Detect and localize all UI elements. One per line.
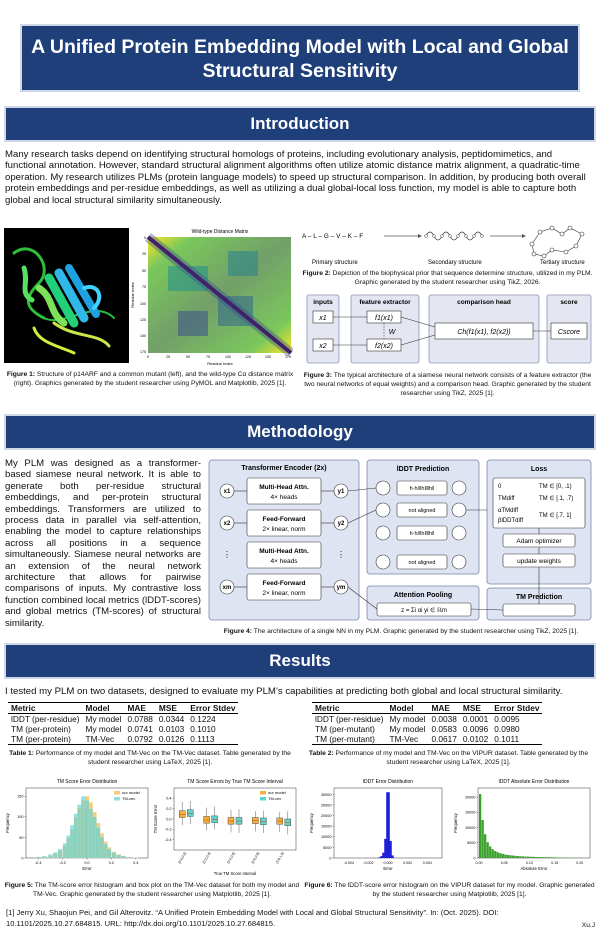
- y-axis-label: Frequency: [5, 813, 10, 833]
- histogram-bar: [542, 857, 544, 858]
- x-tick-label: 0.000: [383, 861, 393, 865]
- x-tick-label: (0.8,1.0]: [274, 851, 285, 865]
- y-tick-label: 150: [17, 794, 24, 799]
- y-tick-label: 0.0: [166, 817, 172, 822]
- heatmap-ylabel: Residue Index: [130, 282, 135, 308]
- input-x1: x1: [223, 489, 231, 495]
- y-axis-label: TM Score Error: [153, 804, 158, 834]
- histogram-bar: [550, 857, 552, 858]
- x-tick-label: (0.2,0.4]: [201, 851, 212, 865]
- legend-label: TM-vec: [122, 796, 136, 801]
- ytick: 175: [140, 350, 146, 354]
- structure-prior-diagram: [300, 224, 595, 268]
- tm-error-histogram: [4, 776, 154, 876]
- histogram-bar: [388, 841, 392, 858]
- x-tick-label: (0.6,0.8]: [250, 851, 261, 865]
- table-header: MAE: [125, 703, 156, 714]
- node-f1: f1(x1): [375, 315, 393, 322]
- table-cell: lDDT (per-residue): [315, 714, 384, 724]
- histogram-bar: [555, 857, 557, 858]
- legend-label: our model: [268, 790, 286, 795]
- x-tick-label: 0.2: [108, 861, 115, 865]
- histogram-bar: [107, 849, 112, 858]
- mha-title-2: Multi-Head Attn.: [259, 548, 309, 555]
- histogram-bar: [545, 857, 547, 858]
- x-axis-label: Absolute Error: [520, 866, 548, 871]
- histogram-bar: [116, 855, 121, 858]
- xtick: 150: [265, 355, 271, 359]
- table-2: [312, 702, 542, 745]
- histogram-bar: [519, 856, 521, 858]
- fig6-caption: Figure 6: The lDDT-score error histogram on the VIPUR dataset for my model. Graphic generated by the student researcher using Matplotlib, 2025 [1].: [304, 882, 595, 898]
- histogram-bar: [112, 852, 117, 858]
- histogram-bar: [499, 853, 501, 858]
- node-comparison: Ch(f1(x1), f2(x2)): [457, 329, 511, 336]
- x-axis-label: Error: [383, 866, 393, 871]
- histogram-bar: [492, 849, 494, 858]
- protein-ribbon-graphic: [4, 228, 129, 363]
- chart-title: lDDT Error Distribution: [362, 779, 414, 785]
- table-header: MAE: [429, 703, 460, 714]
- output-y1: y1: [337, 489, 345, 495]
- lddt-abs-error-histogram: [452, 776, 596, 876]
- tertiary-fold: [530, 226, 584, 258]
- y-axis-label: Frequency: [453, 813, 458, 833]
- mha-sub-1: 4× heads: [270, 494, 298, 501]
- xtick: 175: [285, 355, 291, 359]
- x-tick-label: 0.002: [403, 861, 413, 865]
- table-row: [312, 714, 542, 725]
- table-cell: 0.0788: [127, 714, 153, 724]
- output-y2: y2: [337, 521, 345, 527]
- histogram-bar: [36, 857, 41, 858]
- xtick: 50: [186, 355, 190, 359]
- siamese-network-diagram: [305, 293, 595, 365]
- y-tick-label: 15000: [464, 810, 476, 815]
- y-tick-label: 100: [17, 815, 24, 820]
- y-tick-label: 5000: [467, 841, 476, 846]
- loss-title: Loss: [530, 466, 548, 473]
- histogram-bar: [482, 820, 484, 858]
- ytick: 125: [140, 318, 146, 322]
- table-cell: 0.0126: [156, 734, 187, 745]
- pooling-title: Attention Pooling: [393, 592, 453, 599]
- pooling-formula: z = Σi αi yi ∈ ℝm: [401, 608, 447, 614]
- heatmap-title: Wild-type Distance Matrix: [191, 229, 249, 235]
- plot-area: [478, 788, 590, 858]
- histogram-bar: [58, 849, 63, 858]
- y-tick-label: 5000: [323, 845, 332, 850]
- histogram-bar: [524, 856, 526, 858]
- label-secondary: Secondary structure: [428, 260, 482, 266]
- ff-sub-1: 2× linear, norm: [262, 526, 306, 533]
- xtick: 0: [147, 355, 149, 359]
- y-tick-label: 0: [473, 856, 476, 861]
- histogram-bar: [390, 855, 394, 858]
- table-header: Model: [387, 703, 429, 714]
- section-introduction: Introduction: [4, 106, 596, 142]
- y-tick-label: 50: [19, 835, 24, 840]
- histogram-bar: [484, 834, 486, 858]
- y-tick-label: 0: [329, 856, 332, 861]
- header-inputs: inputs: [313, 299, 333, 306]
- loss-cond-2: TM ∈ [.7, 1]: [539, 513, 572, 519]
- architecture-diagram: [207, 458, 595, 623]
- header-score: score: [560, 299, 578, 306]
- histogram-bar: [527, 857, 529, 858]
- histogram-bar: [532, 857, 534, 858]
- table-cell: TM (per-mutant): [315, 724, 375, 734]
- table-cell: My model: [389, 724, 426, 734]
- lddt-error-histogram: [308, 776, 448, 876]
- histogram-bar: [529, 857, 531, 858]
- header-comparison-head: comparison head: [457, 299, 511, 306]
- table-cell: 0.0741: [127, 724, 153, 734]
- table-cell: 0.0095: [494, 714, 520, 724]
- loss-cond-0: TM ∈ [0, .1): [539, 484, 572, 490]
- x-tick-label: 0.00: [475, 861, 483, 865]
- input-xm: xm: [222, 585, 232, 591]
- chart-title: TM Score Error Distribution: [56, 779, 118, 785]
- table-row: [8, 714, 238, 725]
- encoder-title: Transformer Encoder (2x): [241, 465, 327, 472]
- ytick: 50: [142, 269, 146, 273]
- heatmap-yticks: [140, 236, 146, 354]
- table-cell: lDDT (per-residue): [11, 714, 80, 724]
- x-tick-label: 0.0: [84, 861, 90, 865]
- xtick: 125: [245, 355, 251, 359]
- table-header: Error Stdev: [491, 703, 542, 714]
- histogram-bar: [504, 855, 506, 859]
- x-tick-label: -0.2: [59, 861, 66, 865]
- histogram-bar: [127, 857, 132, 858]
- table-row: [8, 724, 238, 734]
- table-cell: 0.0980: [494, 724, 520, 734]
- ytick: 150: [140, 334, 146, 338]
- table-header-row: [312, 703, 542, 714]
- y-tick-label: 10000: [320, 835, 332, 840]
- table-row: [312, 734, 542, 745]
- node-x1: x1: [319, 315, 327, 322]
- table-cell: 0.1011: [491, 734, 542, 745]
- table2-caption: Table 2: Performance of my model and TM-Vec on the VIPUR dataset. Table generated by the student researcher using LaTeX, 2025 [1].: [308, 750, 589, 766]
- table-header: Metric: [312, 703, 387, 714]
- y-tick-label: 25000: [320, 803, 332, 808]
- table-cell: 0.0344: [158, 714, 185, 724]
- x-tick-label: 0.10: [525, 861, 533, 865]
- section-methodology: Methodology: [4, 414, 596, 450]
- x-tick-label: -0.4: [34, 861, 42, 865]
- histogram-bar: [502, 854, 504, 858]
- histogram-bar: [537, 857, 539, 858]
- y-tick-label: -0.2: [164, 827, 172, 832]
- table-cell: TM (per-protein): [11, 724, 71, 734]
- legend-label: TM-vec: [268, 796, 282, 801]
- table-cell: 0.0102: [460, 734, 491, 745]
- table-cell: TM-Vec: [387, 734, 429, 745]
- table-row: [8, 734, 238, 745]
- update-label: update weights: [517, 558, 561, 565]
- svg-text:h·h/‖h‖‖h‖: h·h/‖h‖‖h‖: [409, 531, 435, 537]
- loss-line-0: 0: [498, 484, 502, 490]
- output-ym: ym: [336, 585, 346, 591]
- x-tick-label: 0.05: [500, 861, 508, 865]
- histogram-bar: [557, 857, 559, 858]
- legend-swatch: [114, 791, 120, 795]
- y-tick-label: 20000: [320, 813, 332, 818]
- x-axis-label: True TM Score Interval: [213, 871, 257, 876]
- x-tick-label: -0.004: [343, 861, 354, 865]
- chart-title: lDDT Absolute Error Distribution: [498, 779, 570, 785]
- y-tick-label: -0.4: [164, 838, 172, 843]
- histogram-bar: [534, 857, 536, 858]
- x-tick-label: (0.4,0.6]: [226, 851, 236, 865]
- histogram-bar: [509, 855, 511, 858]
- histogram-bar: [494, 851, 496, 858]
- loss-line-3: βlDDTdiff: [498, 518, 524, 524]
- header-feature-extractor: feature extractor: [359, 299, 411, 306]
- ytick: 0: [144, 236, 146, 240]
- label-tertiary: Tertiary structure: [540, 260, 585, 266]
- node-f2: f2(x2): [375, 343, 393, 350]
- table-cell: My model: [85, 724, 122, 734]
- xtick: 100: [225, 355, 231, 359]
- xtick: 75: [206, 355, 210, 359]
- histogram-bar: [497, 852, 499, 858]
- table1-caption: Table 1: Performance of my model and TM-Vec on the TM-Vec dataset. Table generated by the student researcher using LaTeX, 2025 [1].: [9, 750, 291, 766]
- section-results: Results: [4, 643, 596, 679]
- histogram-bar: [514, 856, 516, 858]
- svg-text:h·h/‖h‖‖h‖: h·h/‖h‖‖h‖: [409, 486, 435, 492]
- y-tick-label: 0.4: [166, 796, 172, 801]
- table-cell: My model: [389, 714, 426, 724]
- fig3-caption: Figure 3: The typical architecture of a siamese neural network consists of a feature extractor (the two neural networks of equal weights) and a comparison head. Graphic generated by the student researcher using TikZ, 2025 [1].: [303, 372, 592, 397]
- table-header: MSE: [460, 703, 491, 714]
- legend-swatch: [260, 791, 266, 795]
- x-tick-label: 0.004: [422, 861, 432, 865]
- table-cell: 0.1113: [187, 734, 238, 745]
- footer-author: Xu.J: [581, 922, 595, 929]
- methodology-paragraph: My PLM was designed as a transformer-based siamese neural network. It is able to generate both per-residue structural embeddings, and per-protein structural embeddings. Transformers are utilized to process data in parallel via self-attention, enabling the model to capture relationships across all positions in a sequence simultaneously. Siamese neural networks are an extension of the neural network architecture that allows for pairwise comparisons of inputs. My contrastive loss function combined local metrics (lDDT-scores) and global metrics (TM-scores) of structural similarity.: [5, 458, 201, 629]
- x-tick-label: (0.0,0.2]: [177, 851, 188, 865]
- ff-title-2: Feed-Forward: [262, 580, 306, 587]
- y-tick-label: 0.2: [166, 807, 172, 812]
- protein-structure-image: [4, 228, 129, 363]
- svg-text:⋮: ⋮: [223, 550, 231, 559]
- y-tick-label: 10000: [464, 825, 476, 830]
- x-tick-label: 0.15: [551, 861, 559, 865]
- tm-error-boxplot: [152, 776, 300, 876]
- histogram-bar: [479, 794, 481, 858]
- not-aligned-1: not aligned: [408, 508, 436, 514]
- table-cell: TM (per-protein): [8, 734, 83, 745]
- table-header-row: [8, 703, 238, 714]
- legend-label: our model: [122, 790, 140, 795]
- table-cell: 0.0103: [158, 724, 185, 734]
- poster-title: A Unified Protein Embedding Model with Local and Global Structural Sensitivity: [20, 24, 580, 92]
- fig4-caption: Figure 4: The architecture of a single NN in my PLM. Graphic generated by the student researcher using TikZ, 2025 [1].: [223, 628, 579, 635]
- node-score: Cscore: [557, 329, 581, 336]
- table-cell: 0.1010: [190, 724, 216, 734]
- not-aligned-2: not aligned: [408, 560, 436, 566]
- chart-title: TM Score Errors by True TM Score Interval: [187, 779, 283, 785]
- table-cell: 0.0792: [125, 734, 156, 745]
- table-header: MSE: [156, 703, 187, 714]
- table-cell: My model: [85, 714, 122, 724]
- ff-sub-2: 2× linear, norm: [262, 590, 306, 597]
- ytick: 75: [142, 285, 146, 289]
- histogram-bar: [507, 855, 509, 858]
- table-cell: 0.0038: [431, 714, 457, 724]
- table-cell: 0.0617: [429, 734, 460, 745]
- lddt-title: lDDT Prediction: [396, 466, 450, 473]
- table-cell: TM (per-mutant): [312, 734, 387, 745]
- histogram-bar: [539, 857, 541, 858]
- label-primary: Primary structure: [312, 260, 358, 266]
- node-x2: x2: [319, 343, 327, 350]
- histogram-bar: [489, 846, 491, 858]
- y-tick-label: 0: [21, 856, 24, 861]
- x-tick-label: 0.4: [133, 861, 139, 865]
- xtick: 25: [166, 355, 170, 359]
- table-cell: TM-Vec: [83, 734, 125, 745]
- intro-paragraph: Many research tasks depend on identifying structural homologs of proteins, including evolutionary analysis, peptidomimetics, and functional annotation. However, standard structural alignment algorithms often utilize atomic distance matrix alignment, a quadratic-time operation. My research utilizes PLMs (protein language models) to speed up structural comparison. In addition, by producing both overall protein embeddings and per-residue embeddings, as well as utilizing a dual global-local loss function, my model is able to capture both global and local structural similarity simultaneously.: [5, 149, 586, 206]
- histogram-bar: [517, 856, 519, 858]
- heatmap-xticks: [147, 355, 291, 359]
- distance-matrix-chart: [128, 226, 293, 366]
- table-1: [8, 702, 238, 745]
- fig2-caption: Figure 2: Depiction of the biophysical prior that sequence determine structure, utilized in my PLM. Graphic generated by the student researcher using TikZ, 2026.: [302, 270, 593, 286]
- histogram-bar: [552, 857, 554, 858]
- mha-sub-2: 4× heads: [270, 558, 298, 565]
- results-paragraph: I tested my PLM on two datasets, designed to evaluate my PLM’s capabilities at predicting both global and local structural similarity.: [5, 686, 563, 697]
- svg-text:⋮: ⋮: [337, 550, 345, 559]
- histogram-bar: [512, 856, 514, 858]
- table-cell: 0.0001: [462, 714, 489, 724]
- adam-label: Adam optimizer: [516, 538, 562, 545]
- heatmap-xlabel: Residue Index: [207, 361, 233, 366]
- reference: [1] Jerry Xu, Shaojun Pei, and Gil Alterovitz. “A Unified Protein Embedding Model with Local and Global Structural Sensitivity”. In: (Oct. 2025). DOI: 10.1101/2025.10.27.684815. URL: http://dx.doi.org/10.1101/2025.10.27.684815.: [6, 908, 499, 928]
- legend-swatch: [114, 797, 120, 801]
- tm-title: TM Prediction: [515, 594, 563, 601]
- y-tick-label: 30000: [320, 792, 332, 797]
- input-x2: x2: [223, 521, 231, 527]
- histogram-bar: [487, 842, 489, 858]
- table-cell: 0.0096: [462, 724, 489, 734]
- table-header: Metric: [8, 703, 83, 714]
- table-header: Model: [83, 703, 125, 714]
- loss-line-1: TMdiff: [498, 496, 515, 502]
- legend-swatch: [260, 797, 266, 801]
- y-axis-label: Frequency: [309, 813, 314, 833]
- y-tick-label: 15000: [320, 824, 332, 829]
- table-cell: 0.1224: [190, 714, 216, 724]
- ytick: 100: [140, 302, 146, 306]
- fig1-caption: Figure 1: Structure of p14ARF and a common mutant (left), and the wild-type Cα distance matrix (right). Graphics generated by the student researcher using PyMOL and Matplotlib, 2025 [1].: [6, 371, 294, 387]
- x-axis-label: Error: [82, 866, 92, 871]
- x-tick-label: 0.20: [576, 861, 584, 865]
- ff-title-1: Feed-Forward: [262, 516, 306, 523]
- x-tick-label: -0.002: [363, 861, 374, 865]
- primary-sequence: A – L – G – V – K – F: [302, 233, 364, 240]
- loss-line-2: αTMdiff: [498, 508, 519, 514]
- y-tick-label: 20000: [464, 795, 476, 800]
- ytick: 25: [142, 252, 146, 256]
- histogram-bar: [121, 856, 126, 858]
- histogram-bar: [48, 854, 53, 858]
- table-cell: 0.0583: [431, 724, 457, 734]
- shared-weights: W: [388, 329, 396, 336]
- histogram-bar: [522, 856, 524, 858]
- histogram-bar: [53, 852, 58, 858]
- histogram-bar: [42, 856, 47, 858]
- loss-cond-1: TM ∈ [.1, .7): [539, 496, 574, 502]
- table-row: [312, 724, 542, 734]
- table-header: Error Stdev: [187, 703, 238, 714]
- fig5-caption: Figure 5: The TM-score error histogram and box plot on the TM-Vec dataset for both my model and TM-Vec. Graphic generated by the student researcher using Matplotlib, 2025 [1].: [4, 882, 300, 898]
- mha-title-1: Multi-Head Attn.: [259, 484, 309, 491]
- histogram-bar: [547, 857, 549, 858]
